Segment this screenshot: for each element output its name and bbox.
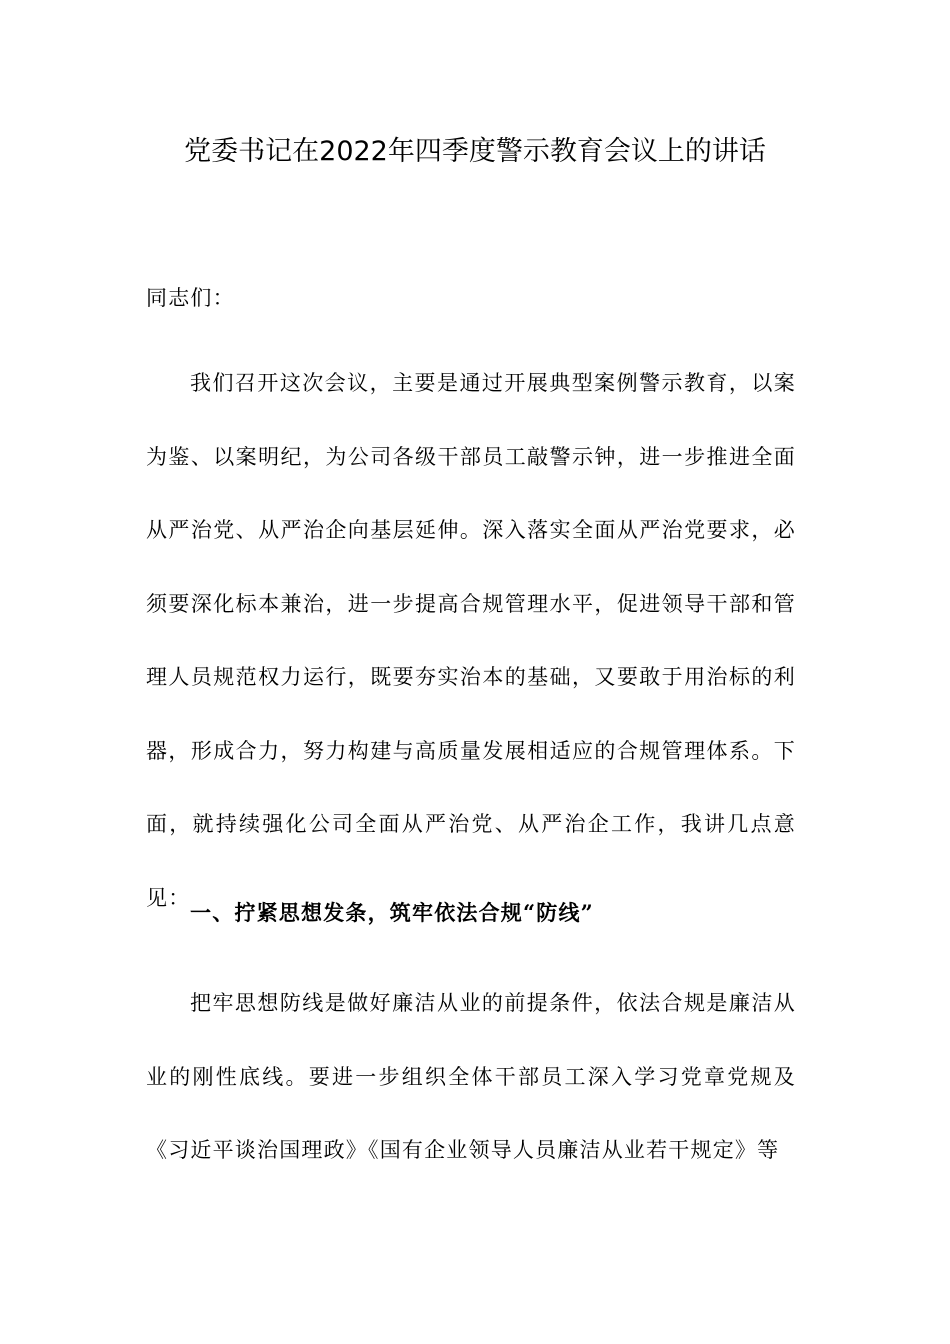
paragraph-section-1: 把牢思想防线是做好廉洁从业的前提条件，依法合规是廉洁从业的刚性底线。要进一步组织全体干部员工深入学习党章党规及《习近平谈治国理政》《国有企业领导人员廉洁从业若干规定》等 — [146, 991, 796, 1162]
document-title: 党委书记在2022年四季度警示教育会议上的讲话 — [184, 136, 766, 167]
salutation: 同志们： — [146, 286, 235, 310]
paragraph-intro: 我们召开这次会议，主要是通过开展典型案例警示教育，以案为鉴、以案明纪，为公司各级干部员工敲警示钟，进一步推进全面从严治党、从严治企向基层延伸。深入落实全面从严治党要求，必须要深化标本兼治，进一步提高合规管理水平，促进领导干部和管理人员规范权力运行，既要夯实治本的基础，又要敢于用治标的利器，形成合力，努力构建与高质量发展相适应的合规管理体系。下面，就持续强化公司全面从严治党、从严治企工作，我讲几点意见： — [146, 371, 796, 910]
section-heading-1: 一、拧紧思想发条，筑牢依法合规“防线” — [190, 900, 594, 925]
